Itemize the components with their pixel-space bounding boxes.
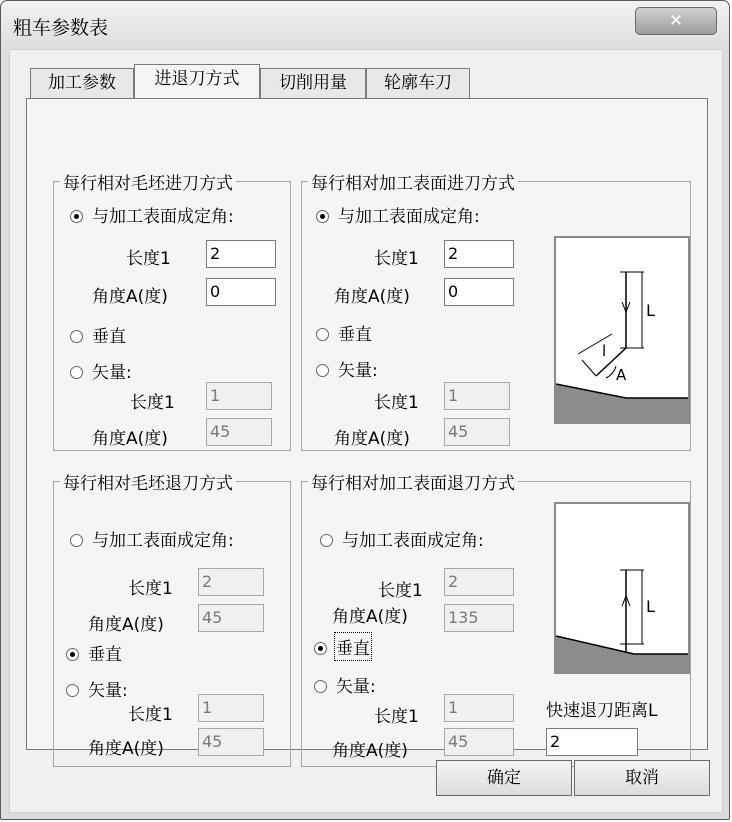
angle-input: 45 [198, 604, 264, 632]
vector-angle-input: 45 [198, 728, 264, 756]
vector-length-input: 1 [206, 382, 272, 410]
vector-length-label: 长度1 [128, 705, 173, 725]
angle-label: 角度A(度) [88, 615, 164, 635]
radio-vector-label: 矢量: [92, 363, 132, 383]
length-input[interactable]: 2 [206, 240, 276, 268]
close-icon: ✕ [668, 11, 684, 31]
group-blank-approach [53, 174, 291, 451]
radio-vector[interactable] [70, 366, 83, 379]
cancel-button[interactable]: 取消 [574, 760, 710, 796]
retract-diagram [554, 502, 690, 674]
vector-angle-label: 角度A(度) [92, 429, 168, 449]
group-title: 每行相对加工表面退刀方式 [308, 469, 518, 494]
window-title: 粗车参数表 [13, 17, 109, 39]
diagram-label-A: A [616, 366, 627, 384]
vector-length-label: 长度1 [374, 393, 419, 413]
approach-diagram-svg [556, 238, 688, 422]
radio-vector-label: 矢量: [338, 361, 378, 381]
radio-angle-label: 与加工表面成定角: [338, 207, 480, 227]
vector-angle-input: 45 [444, 418, 510, 446]
tab-machining-params[interactable] [30, 68, 134, 98]
length-input[interactable]: 2 [444, 240, 514, 268]
vector-angle-label: 角度A(度) [88, 739, 164, 759]
tab-panel [26, 98, 708, 761]
angle-label: 角度A(度) [92, 287, 168, 307]
approach-diagram [554, 236, 690, 424]
tab-label: 加工参数 [48, 73, 116, 93]
retract-diagram-svg [556, 504, 688, 672]
length-label: 长度1 [126, 249, 171, 269]
retract-distance-input[interactable]: 2 [546, 728, 638, 756]
length-label: 长度1 [378, 581, 423, 601]
radio-vector-label: 矢量: [88, 681, 128, 701]
radio-vertical[interactable] [70, 330, 83, 343]
vector-angle-input: 45 [206, 418, 272, 446]
vector-length-input: 1 [444, 694, 514, 722]
radio-vector[interactable] [316, 364, 329, 377]
length-label: 长度1 [128, 579, 173, 599]
radio-vertical-label: 垂直 [88, 645, 122, 665]
radio-vertical[interactable] [316, 328, 329, 341]
title-bar [1, 1, 729, 49]
diagram-label-L: L [646, 301, 655, 320]
close-button[interactable] [635, 7, 717, 35]
length-input: 2 [444, 568, 514, 596]
radio-vertical[interactable] [314, 642, 327, 655]
radio-vector[interactable] [314, 680, 327, 693]
tab-contour-tool[interactable] [366, 68, 470, 98]
group-title: 每行相对加工表面进刀方式 [308, 169, 518, 194]
radio-vertical[interactable] [66, 648, 79, 661]
radio-vector[interactable] [66, 684, 79, 697]
angle-label: 角度A(度) [332, 607, 408, 627]
vector-angle-label: 角度A(度) [332, 741, 408, 761]
group-surface-retract [301, 474, 691, 767]
tab-label: 进退刀方式 [154, 69, 240, 89]
vector-length-label: 长度1 [130, 393, 175, 413]
vector-angle-label: 角度A(度) [334, 429, 410, 449]
tab-label: 切削用量 [279, 73, 347, 93]
vector-length-input: 1 [444, 382, 510, 410]
group-surface-approach [301, 174, 691, 451]
radio-angle[interactable] [70, 534, 83, 547]
dialog-client [9, 49, 723, 813]
length-input: 2 [198, 568, 264, 596]
vector-angle-input: 45 [444, 728, 514, 756]
tab-label: 轮廓车刀 [384, 73, 452, 93]
radio-angle[interactable] [316, 210, 329, 223]
group-blank-retract [53, 474, 291, 767]
radio-angle-label: 与加工表面成定角: [92, 207, 234, 227]
vector-length-input: 1 [198, 694, 264, 722]
radio-vertical-label: 垂直 [92, 327, 126, 347]
angle-label: 角度A(度) [334, 287, 410, 307]
radio-vertical-label: 垂直 [338, 325, 372, 345]
group-title: 每行相对毛坯退刀方式 [60, 469, 236, 494]
radio-vertical-label: 垂直 [336, 634, 370, 659]
radio-vector-label: 矢量: [336, 677, 376, 697]
radio-angle[interactable] [320, 534, 333, 547]
radio-angle-label: 与加工表面成定角: [92, 531, 234, 551]
group-title: 每行相对毛坯进刀方式 [60, 169, 236, 194]
retract-distance-label: 快速退刀距离L [546, 701, 658, 721]
tab-approach-retract[interactable] [134, 64, 260, 98]
radio-angle-label: 与加工表面成定角: [342, 531, 484, 551]
length-label: 长度1 [374, 249, 419, 269]
radio-angle[interactable] [70, 210, 83, 223]
diagram-label-l: l [602, 342, 607, 360]
angle-input[interactable]: 0 [206, 278, 276, 306]
tab-cutting-amount[interactable] [260, 68, 366, 98]
angle-input[interactable]: 0 [444, 278, 514, 306]
angle-input: 135 [444, 604, 514, 632]
diagram-label-L: L [646, 597, 655, 616]
vector-length-label: 长度1 [374, 707, 419, 727]
ok-button[interactable]: 确定 [436, 760, 572, 796]
